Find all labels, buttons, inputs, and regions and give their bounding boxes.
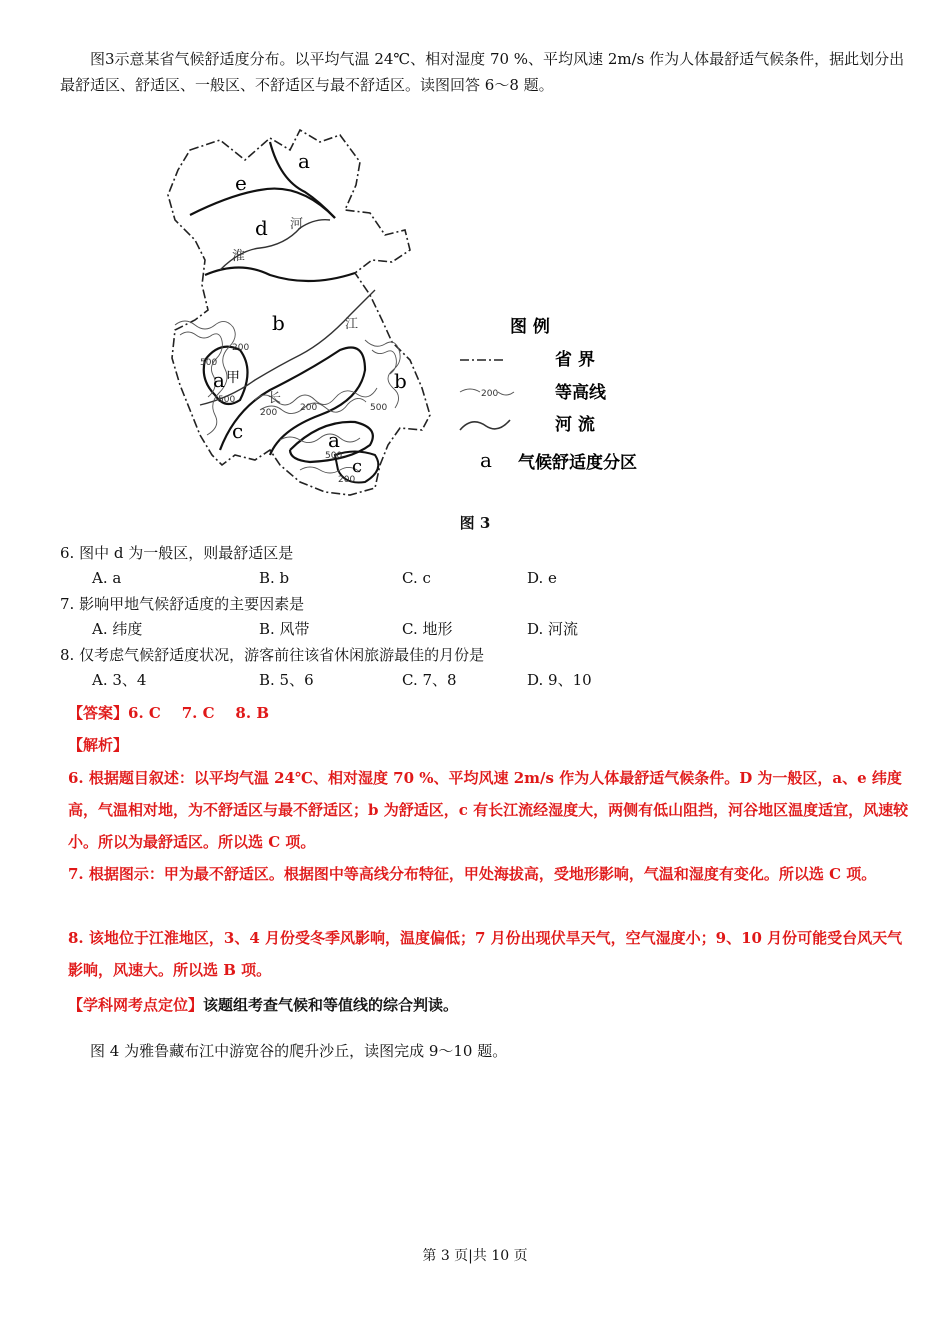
contour-label: 500 [370,403,388,413]
river-char-chang: 长 [268,391,282,406]
contour-label: 200 [260,408,278,418]
zone-label-e: e [235,171,247,195]
legend-label-zone: 气候舒适度分区 [518,453,637,473]
answer-text: 6. C 7. C 8. B [128,704,269,722]
q7-option-d: D. 河流 [527,620,579,638]
zone-label-a-west: a [213,368,225,392]
analysis-6: 6. 根据题目叙述：以平均气温 24℃、相对湿度 70 %、平均风速 2m/s 作为人体最舒适气候条件。D 为一般区，a、e 纬度高，气温相对地，为不舒适区与最不舒适区；b 为舒适区，c 有长江流经湿度大，两侧有低山阻挡，河谷地区温度适宜，风速较小。所以为最舒适区。所以选 C 项。 [68,769,909,851]
q8-option-c: C. 7、8 [402,671,457,689]
q8-option-b: B. 5、6 [259,671,314,689]
question-7-options [92,617,652,641]
q6-option-c: C. c [402,569,431,587]
page-footer: 第 3 页|共 10 页 [422,1248,528,1264]
province-boundary [168,130,430,495]
legend-contour-sample: 200 [481,389,499,399]
zone-label-b-east: b [394,369,407,393]
kaodian-tag: 【学科网考点定位】 [68,996,204,1014]
legend-zone-sample: a [480,448,492,472]
contour-label: 200 [338,475,356,485]
q7-option-c: C. 地形 [402,620,453,638]
q7-option-b: B. 风带 [259,620,310,638]
climate-comfort-map [160,110,660,510]
legend-symbol-river [460,420,510,430]
legend-title: 图 例 [510,317,550,337]
zone-label-b-center: b [272,311,285,335]
legend-label-contour: 等高线 [555,383,606,403]
river-char-jiang: 江 [345,317,359,332]
zone-boundary-d-b [205,268,355,282]
zone-label-a-north: a [298,149,310,173]
q8-option-a: A. 3、4 [92,671,147,689]
kaodian-line [68,992,458,1018]
analysis-8: 8. 该地位于江淮地区，3、4 月份受冬季风影响，温度偏低；7 月份出现伏旱天气，空气湿度小；9、10 月份可能受台风天气影响，风速大。所以选 B 项。 [68,929,903,979]
question-6: 6. 图中 d 为一般区，则最舒适区是 [60,544,294,562]
q6-option-d: D. e [527,569,557,587]
figure-4-intro: 图 4 为雅鲁藏布江中游宽谷的爬升沙丘，读图完成 9～10 题。 [90,1042,508,1060]
zone-label-c-west: c [232,419,244,443]
zone-boundary-e-d [190,189,335,218]
contour-label: 500 [218,395,236,405]
legend-label-river: 河 流 [555,415,595,435]
analysis-tag: 【解析】 [68,736,129,754]
analysis-7: 7. 根据图示：甲为最不舒适区。根据图中等高线分布特征，甲处海拔高，受地形影响，气温和湿度有变化。所以选 C 项。 [68,865,877,883]
legend-label-boundary: 省 界 [555,350,595,370]
answer-tag: 【答案】 [68,704,129,722]
answer-line [68,700,269,726]
figure-caption: 图 3 [459,514,491,532]
q7-option-a: A. 纬度 [92,620,143,638]
zone-label-c-south: c [352,456,363,477]
question-8-options [92,668,652,692]
contour-label: 500 [200,358,218,368]
zone-label-a-south: a [328,428,340,452]
question-7: 7. 影响甲地气候舒适度的主要因素是 [60,595,305,613]
q6-option-a: A. a [92,569,122,587]
q6-option-b: B. b [259,569,290,587]
map-legend [460,316,637,473]
q8-option-d: D. 9、10 [527,671,592,689]
contour-label: 200 [300,403,318,413]
intro-paragraph: 图3示意某省气候舒适度分布。以平均气温 24℃、相对湿度 70 %、平均风速 2m/s 作为人体最舒适气候条件，据此划分出最舒适区、舒适区、一般区、不舒适区与最不舒适区。读图回答 6～8 题。 [60,50,905,94]
contour-label: 200 [232,343,250,353]
question-8: 8. 仅考虑气候舒适度状况，游客前往该省休闲旅游最佳的月份是 [60,646,485,664]
river-char-he: 河 [290,217,304,232]
contour-label: 500 [325,451,343,461]
river-char-huai: 淮 [232,249,246,264]
zone-label-d: d [255,216,268,240]
kaodian-text: 该题组考查气候和等值线的综合判读。 [203,996,459,1014]
question-6-options [92,566,652,590]
jia-label: 甲 [226,370,240,386]
